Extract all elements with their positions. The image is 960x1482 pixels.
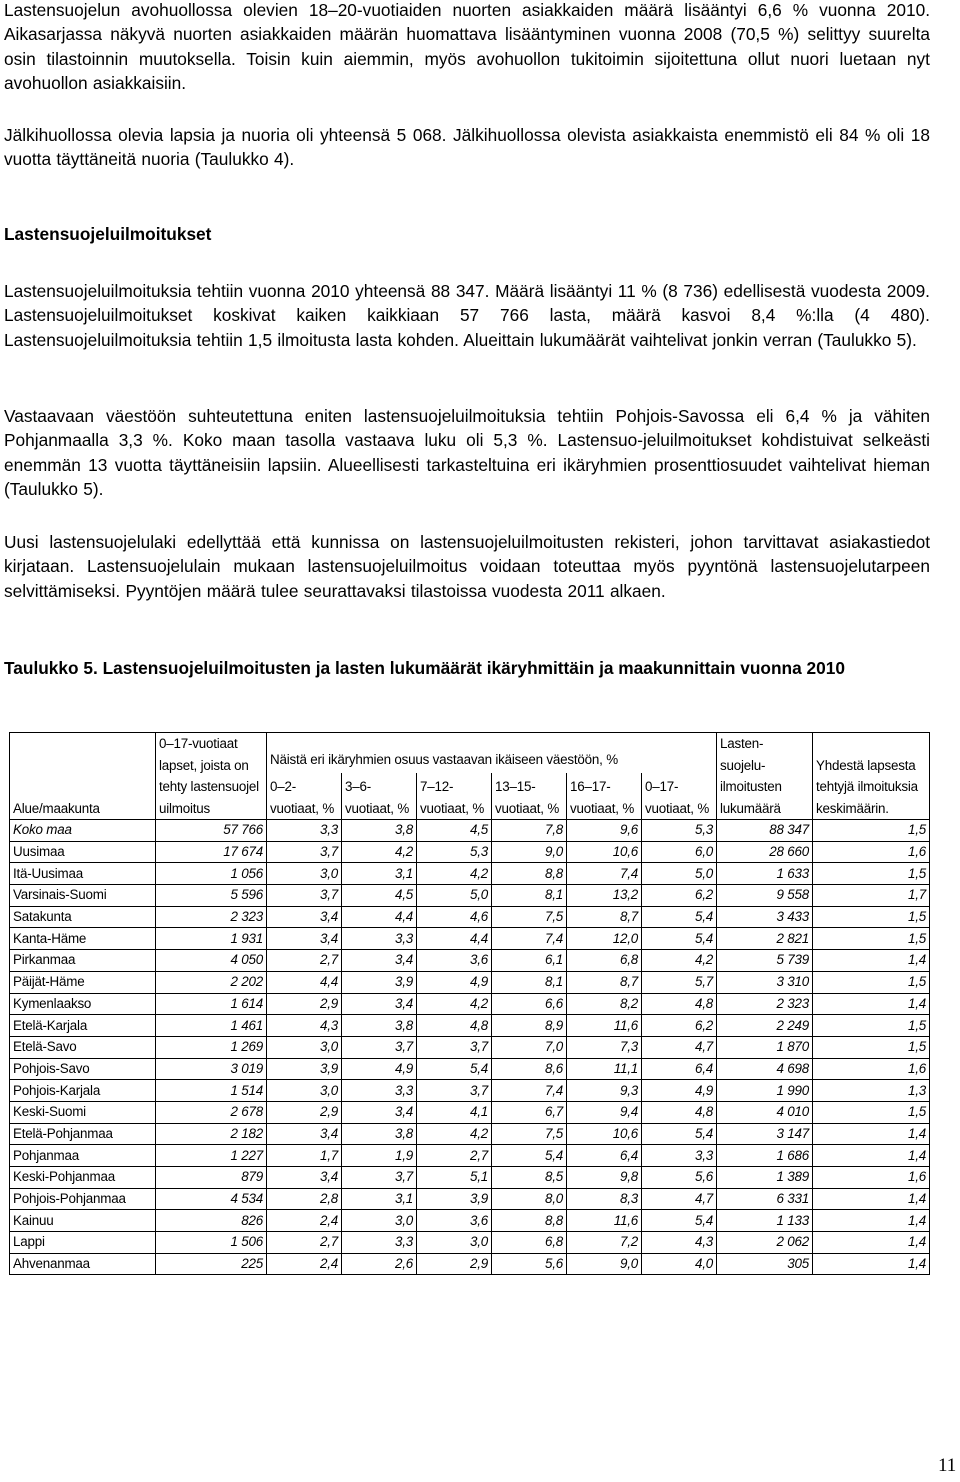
table-cell-value: 5,4: [642, 906, 717, 928]
table-cell-value: 3,0: [417, 1232, 492, 1254]
header-notices: Lasten- suojelu- ilmoitusten lukumäärä: [717, 733, 813, 820]
table-cell-value: 3,6: [417, 1210, 492, 1232]
table-cell-region: Ahvenanmaa: [10, 1253, 156, 1275]
table-cell-value: 17 674: [156, 841, 267, 863]
table-cell-region: Etelä-Savo: [10, 1036, 156, 1058]
table-cell-value: 3,1: [342, 863, 417, 885]
table-cell-value: 9,8: [567, 1167, 642, 1189]
table-cell-value: 3 310: [717, 971, 813, 993]
table-row: [10, 950, 930, 972]
table-cell-value: 13,2: [567, 885, 642, 907]
table-row: [10, 1188, 930, 1210]
table-cell-value: 4,9: [417, 971, 492, 993]
table-cell-value: 3 433: [717, 906, 813, 928]
table-row: [10, 1145, 930, 1167]
table-cell-value: 4,9: [642, 1080, 717, 1102]
table-cell-region: Etelä-Pohjanmaa: [10, 1123, 156, 1145]
table-cell-value: 1 990: [717, 1080, 813, 1102]
table-cell-value: 1,5: [813, 928, 930, 950]
table-cell-value: 2 821: [717, 928, 813, 950]
table-cell-value: 2 678: [156, 1101, 267, 1123]
table-cell-value: 2 182: [156, 1123, 267, 1145]
table-cell-value: 1,4: [813, 1253, 930, 1275]
table-cell-value: 6,1: [492, 950, 567, 972]
section-heading: Lastensuojeluilmoitukset: [4, 224, 212, 244]
paragraph-new-law: Uusi lastensuojelulaki edellyttää että kunnissa on lastensuojeluilmoitusten rekisteri, johon tarvittavat asiakastiedot kirjataan. Lastensuojelulain mukaan lastensuojeluilmoitus voidaan toteuttaa myös pyyntönä lastensuojelutarpeen selvittämiseksi. Pyyntöjen määrä tulee seurattavaksi tilastoissa vuodesta 2011 alkaen.: [4, 532, 930, 601]
table-cell-value: 3,4: [342, 993, 417, 1015]
table-cell-value: 8,0: [492, 1188, 567, 1210]
table-cell-value: 4,2: [417, 863, 492, 885]
table-cell-value: 5,0: [642, 863, 717, 885]
table-cell-value: 1,5: [813, 1015, 930, 1037]
table-cell-value: 6,4: [567, 1145, 642, 1167]
table-cell-value: 4,7: [642, 1188, 717, 1210]
table-cell-value: 2,4: [267, 1210, 342, 1232]
table-cell-region: Varsinais-Suomi: [10, 885, 156, 907]
table-cell-value: 3,4: [267, 1123, 342, 1145]
table-cell-value: 7,5: [492, 1123, 567, 1145]
table-cell-value: 3,3: [342, 1080, 417, 1102]
table-cell-value: 4,2: [417, 1123, 492, 1145]
table-cell-value: 6 331: [717, 1188, 813, 1210]
table-cell-value: 1 514: [156, 1080, 267, 1102]
table-cell-value: 4,4: [267, 971, 342, 993]
table-row: [10, 1101, 930, 1123]
table-cell-value: 1,7: [813, 885, 930, 907]
table-cell-region: Pohjanmaa: [10, 1145, 156, 1167]
table-cell-value: 5,4: [642, 1123, 717, 1145]
table-cell-region: Satakunta: [10, 906, 156, 928]
table-cell-value: 1,3: [813, 1080, 930, 1102]
table-row: [10, 1232, 930, 1254]
table-cell-value: 3,0: [267, 863, 342, 885]
table-cell-value: 9,0: [492, 841, 567, 863]
table-cell-value: 3,3: [642, 1145, 717, 1167]
table-cell-value: 1,4: [813, 993, 930, 1015]
table-cell-value: 4,5: [342, 885, 417, 907]
table-cell-value: 1 133: [717, 1210, 813, 1232]
table-cell-value: 1 227: [156, 1145, 267, 1167]
table-cell-region: Etelä-Karjala: [10, 1015, 156, 1037]
table-cell-value: 4,3: [267, 1015, 342, 1037]
table-cell-value: 1,5: [813, 1036, 930, 1058]
table-cell-value: 6,4: [642, 1058, 717, 1080]
table-row: [10, 1210, 930, 1232]
table-cell-value: 4,3: [642, 1232, 717, 1254]
table-row: [10, 1080, 930, 1102]
table-cell-value: 88 347: [717, 820, 813, 842]
table-cell-value: 3,8: [342, 1123, 417, 1145]
table-cell-region: Pohjois-Savo: [10, 1058, 156, 1080]
table-row: [10, 1253, 930, 1275]
table-cell-value: 3,0: [267, 1080, 342, 1102]
table-cell-value: 3,3: [342, 1232, 417, 1254]
table-cell-value: 10,6: [567, 1123, 642, 1145]
table-cell-value: 1 506: [156, 1232, 267, 1254]
table-cell-value: 3,4: [342, 1101, 417, 1123]
table-cell-value: 6,8: [567, 950, 642, 972]
table-cell-value: 4,7: [642, 1036, 717, 1058]
table-row: [10, 1123, 930, 1145]
table-row: [10, 971, 930, 993]
table-cell-region: Päijät-Häme: [10, 971, 156, 993]
table-cell-value: 5,6: [492, 1253, 567, 1275]
table-cell-value: 4 534: [156, 1188, 267, 1210]
table-cell-value: 1 389: [717, 1167, 813, 1189]
header-age-13-15: 13–15- vuotiaat, %: [492, 773, 567, 819]
table-cell-value: 4 698: [717, 1058, 813, 1080]
table-cell-value: 2,4: [267, 1253, 342, 1275]
table-cell-value: 10,6: [567, 841, 642, 863]
table-cell-value: 3,4: [267, 1167, 342, 1189]
header-age-0-17: 0–17- vuotiaat, %: [642, 773, 717, 819]
header-age-0-2: 0–2- vuotiaat, %: [267, 773, 342, 819]
table-cell-value: 12,0: [567, 928, 642, 950]
table-row: [10, 906, 930, 928]
table-cell-value: 28 660: [717, 841, 813, 863]
table-cell-value: 1,4: [813, 1123, 930, 1145]
table-row: [10, 1167, 930, 1189]
table-cell-value: 3,4: [267, 906, 342, 928]
table-cell-value: 4,4: [417, 928, 492, 950]
table-cell-value: 1,4: [813, 1145, 930, 1167]
table-cell-value: 5 739: [717, 950, 813, 972]
table-cell-value: 3,9: [417, 1188, 492, 1210]
table-cell-value: 9,0: [567, 1253, 642, 1275]
table-cell-value: 3,6: [417, 950, 492, 972]
table-cell-value: 7,4: [492, 1080, 567, 1102]
table-cell-value: 2 202: [156, 971, 267, 993]
table-cell-value: 2,9: [267, 993, 342, 1015]
table-cell-value: 11,6: [567, 1015, 642, 1037]
table-cell-value: 57 766: [156, 820, 267, 842]
table-cell-value: 6,8: [492, 1232, 567, 1254]
table-cell-value: 3,1: [342, 1188, 417, 1210]
table-cell-value: 225: [156, 1253, 267, 1275]
table-cell-value: 11,6: [567, 1210, 642, 1232]
table-cell-value: 3 147: [717, 1123, 813, 1145]
table-cell-value: 4,8: [417, 1015, 492, 1037]
notices-table: [9, 732, 930, 1275]
table-cell-value: 8,8: [492, 1210, 567, 1232]
table-row: [10, 820, 930, 842]
table-cell-value: 1,6: [813, 1167, 930, 1189]
table-cell-value: 3,7: [342, 1167, 417, 1189]
table-cell-value: 2 062: [717, 1232, 813, 1254]
table-row: [10, 863, 930, 885]
table-cell-value: 1,5: [813, 863, 930, 885]
table-cell-value: 6,0: [642, 841, 717, 863]
table-cell-value: 8,7: [567, 906, 642, 928]
table-cell-value: 3,3: [267, 820, 342, 842]
table-cell-value: 3,7: [267, 885, 342, 907]
table-cell-value: 7,4: [492, 928, 567, 950]
table-cell-region: Kanta-Häme: [10, 928, 156, 950]
table-cell-value: 5 596: [156, 885, 267, 907]
table-row: [10, 993, 930, 1015]
paragraph-aftercare-youth: Lastensuojelun avohuollossa olevien 18–20-vuotiaiden nuorten asiakkaiden määrä lisääntyi 6,6 % vuonna 2010. Aikasarjassa näkyvä nuorten asiakkaiden määrän huomattava lisääntyminen vuonna 2008 (70,5 %) selittyy suurelta osin tilastoinnin muutoksella. Toisin kuin aiemmin, myös avohuollon tukitoimin sijoitettuna ollut nuori luetaan nyt avohuollon asiakkaisiin.: [4, 0, 930, 94]
table-cell-value: 1 931: [156, 928, 267, 950]
table-row: [10, 928, 930, 950]
table-cell-value: 2,6: [342, 1253, 417, 1275]
table-cell-value: 1,6: [813, 841, 930, 863]
table-cell-value: 1 686: [717, 1145, 813, 1167]
table-header-row: [10, 733, 930, 774]
table-cell-value: 1 056: [156, 863, 267, 885]
table-cell-value: 3,8: [342, 1015, 417, 1037]
table-cell-value: 8,7: [567, 971, 642, 993]
table-cell-value: 3,3: [342, 928, 417, 950]
table-cell-region: Itä-Uusimaa: [10, 863, 156, 885]
table-cell-value: 4,6: [417, 906, 492, 928]
header-age-group: Näistä eri ikäryhmien osuus vastaavan ikäiseen väestöön, %: [267, 733, 717, 774]
header-children: 0–17-vuotiaat lapset, joista on tehty lastensuojel uilmoitus: [156, 733, 267, 820]
table-cell-value: 5,4: [642, 1210, 717, 1232]
table-cell-value: 1 870: [717, 1036, 813, 1058]
table-cell-value: 4 010: [717, 1101, 813, 1123]
table-cell-value: 826: [156, 1210, 267, 1232]
table-cell-value: 4,5: [417, 820, 492, 842]
table-row: [10, 1058, 930, 1080]
table-cell-value: 8,3: [567, 1188, 642, 1210]
table-cell-value: 7,8: [492, 820, 567, 842]
table-cell-value: 7,4: [567, 863, 642, 885]
table-cell-value: 5,4: [417, 1058, 492, 1080]
table-cell-value: 9,3: [567, 1080, 642, 1102]
table-cell-value: 879: [156, 1167, 267, 1189]
table-cell-region: Keski-Pohjanmaa: [10, 1167, 156, 1189]
table-cell-value: 9,4: [567, 1101, 642, 1123]
table-cell-value: 1,6: [813, 1058, 930, 1080]
table-cell-value: 4,8: [642, 1101, 717, 1123]
table-cell-value: 1 461: [156, 1015, 267, 1037]
table-cell-value: 5,1: [417, 1167, 492, 1189]
table-cell-value: 3,7: [342, 1036, 417, 1058]
table-cell-value: 7,0: [492, 1036, 567, 1058]
table-cell-region: Uusimaa: [10, 841, 156, 863]
table-cell-value: 6,2: [642, 885, 717, 907]
table-cell-value: 8,6: [492, 1058, 567, 1080]
table-cell-value: 4,8: [642, 993, 717, 1015]
table-cell-value: 2,9: [417, 1253, 492, 1275]
table-row: [10, 841, 930, 863]
paragraph-notices-total: Lastensuojeluilmoituksia tehtiin vuonna 2010 yhteensä 88 347. Määrä lisääntyi 11 % (8 736) edellisestä vuodesta 2009. Lastensuojeluilmoitukset koskivat kaiken kaikkiaan 57 766 lasta, määrä kasvoi 8,4 %:lla (4 480). Lastensuojeluilmoituksia tehtiin 1,5 ilmoitusta lasta kohden. Alueittain lukumäärät vaihtelivat jonkin verran (Taulukko 5).: [4, 281, 930, 350]
table-cell-value: 5,3: [417, 841, 492, 863]
table-cell-value: 1,5: [813, 1101, 930, 1123]
table-cell-region: Pohjois-Pohjanmaa: [10, 1188, 156, 1210]
header-region: Alue/maakunta: [10, 733, 156, 820]
table-cell-value: 2 323: [717, 993, 813, 1015]
table-cell-value: 3,7: [417, 1036, 492, 1058]
header-age-7-12: 7–12- vuotiaat, %: [417, 773, 492, 819]
table-cell-value: 7,3: [567, 1036, 642, 1058]
table-cell-value: 6,2: [642, 1015, 717, 1037]
table-cell-value: 3 019: [156, 1058, 267, 1080]
table-row: [10, 1036, 930, 1058]
paragraph-notices-regional: Vastaavaan väestöön suhteutettuna eniten lastensuojeluilmoituksia tehtiin Pohjois-Savossa eli 6,4 % ja vähiten Pohjanmaalla 3,3 %. Koko maan tasolla vastaava luku oli 5,3 %. Lastensuo-jeluilmoitukset kohdistuivat selkeästi enemmän 13 vuotta täyttäneisiin lapsiin. Alueellisesti tarkasteltuina eri ikäryhmien prosenttiosuudet vaihtelivat hieman (Taulukko 5).: [4, 406, 930, 500]
header-age-16-17: 16–17- vuotiaat, %: [567, 773, 642, 819]
header-age-3-6: 3–6- vuotiaat, %: [342, 773, 417, 819]
table-row: [10, 885, 930, 907]
table-cell-value: 4,2: [642, 950, 717, 972]
table-caption: Taulukko 5. Lastensuojeluilmoitusten ja lasten lukumäärät ikäryhmittäin ja maakunnittain vuonna 2010: [4, 658, 845, 678]
page-number: 11: [938, 1455, 957, 1476]
table-cell-value: 2,9: [267, 1101, 342, 1123]
table-cell-value: 5,4: [492, 1145, 567, 1167]
table-cell-value: 8,8: [492, 863, 567, 885]
table-cell-value: 8,5: [492, 1167, 567, 1189]
table-cell-value: 305: [717, 1253, 813, 1275]
table-cell-value: 2,7: [417, 1145, 492, 1167]
table-cell-value: 4,2: [342, 841, 417, 863]
table-cell-value: 5,0: [417, 885, 492, 907]
table-cell-value: 5,3: [642, 820, 717, 842]
table-cell-value: 1,7: [267, 1145, 342, 1167]
table-cell-value: 2,8: [267, 1188, 342, 1210]
table-cell-value: 2 249: [717, 1015, 813, 1037]
table-cell-value: 8,2: [567, 993, 642, 1015]
table-cell-value: 5,6: [642, 1167, 717, 1189]
table-cell-value: 1,5: [813, 971, 930, 993]
paragraph-aftercare-total: Jälkihuollossa olevia lapsia ja nuoria oli yhteensä 5 068. Jälkihuollossa olevista asiakkaista enemmistö eli 84 % oli 18 vuotta täyttäneitä nuoria (Taulukko 4).: [4, 125, 930, 170]
table-cell-value: 2,7: [267, 950, 342, 972]
header-per-child: Yhdestä lapsesta tehtyjä ilmoituksia keskimäärin.: [813, 733, 930, 820]
table-cell-region: Kymenlaakso: [10, 993, 156, 1015]
table-cell-value: 6,6: [492, 993, 567, 1015]
table-cell-value: 3,0: [267, 1036, 342, 1058]
table-cell-value: 8,9: [492, 1015, 567, 1037]
table-cell-value: 4,1: [417, 1101, 492, 1123]
table-cell-value: 8,1: [492, 971, 567, 993]
table-cell-value: 3,4: [267, 928, 342, 950]
table-cell-value: 1 614: [156, 993, 267, 1015]
table-cell-value: 1 269: [156, 1036, 267, 1058]
table-cell-region: Pirkanmaa: [10, 950, 156, 972]
table-cell-value: 1,5: [813, 820, 930, 842]
table-cell-value: 8,1: [492, 885, 567, 907]
table-cell-value: 1,4: [813, 1210, 930, 1232]
table-cell-value: 5,7: [642, 971, 717, 993]
table-cell-value: 3,8: [342, 820, 417, 842]
table-cell-value: 4 050: [156, 950, 267, 972]
table-cell-value: 4,2: [417, 993, 492, 1015]
table-cell-value: 4,0: [642, 1253, 717, 1275]
table-cell-value: 11,1: [567, 1058, 642, 1080]
table-cell-value: 2 323: [156, 906, 267, 928]
table-cell-value: 1 633: [717, 863, 813, 885]
table-row: [10, 1015, 930, 1037]
table-cell-value: 9,6: [567, 820, 642, 842]
table-cell-value: 4,4: [342, 906, 417, 928]
table-cell-value: 4,9: [342, 1058, 417, 1080]
table-cell-value: 7,5: [492, 906, 567, 928]
table-cell-value: 3,9: [342, 971, 417, 993]
table-cell-region: Lappi: [10, 1232, 156, 1254]
table-cell-value: 1,5: [813, 906, 930, 928]
table-cell-value: 3,7: [417, 1080, 492, 1102]
table-cell-value: 3,9: [267, 1058, 342, 1080]
table-cell-value: 1,9: [342, 1145, 417, 1167]
table-cell-region: Keski-Suomi: [10, 1101, 156, 1123]
table-cell-value: 1,4: [813, 950, 930, 972]
table-cell-value: 3,4: [342, 950, 417, 972]
table-cell-value: 3,7: [267, 841, 342, 863]
table-cell-value: 1,4: [813, 1188, 930, 1210]
table-cell-region: Pohjois-Karjala: [10, 1080, 156, 1102]
table-cell-value: 2,7: [267, 1232, 342, 1254]
table-cell-value: 9 558: [717, 885, 813, 907]
table-cell-value: 3,0: [342, 1210, 417, 1232]
table-cell-value: 6,7: [492, 1101, 567, 1123]
table-cell-region: Koko maa: [10, 820, 156, 842]
table-cell-value: 1,4: [813, 1232, 930, 1254]
table-cell-value: 5,4: [642, 928, 717, 950]
table-cell-region: Kainuu: [10, 1210, 156, 1232]
table-cell-value: 7,2: [567, 1232, 642, 1254]
